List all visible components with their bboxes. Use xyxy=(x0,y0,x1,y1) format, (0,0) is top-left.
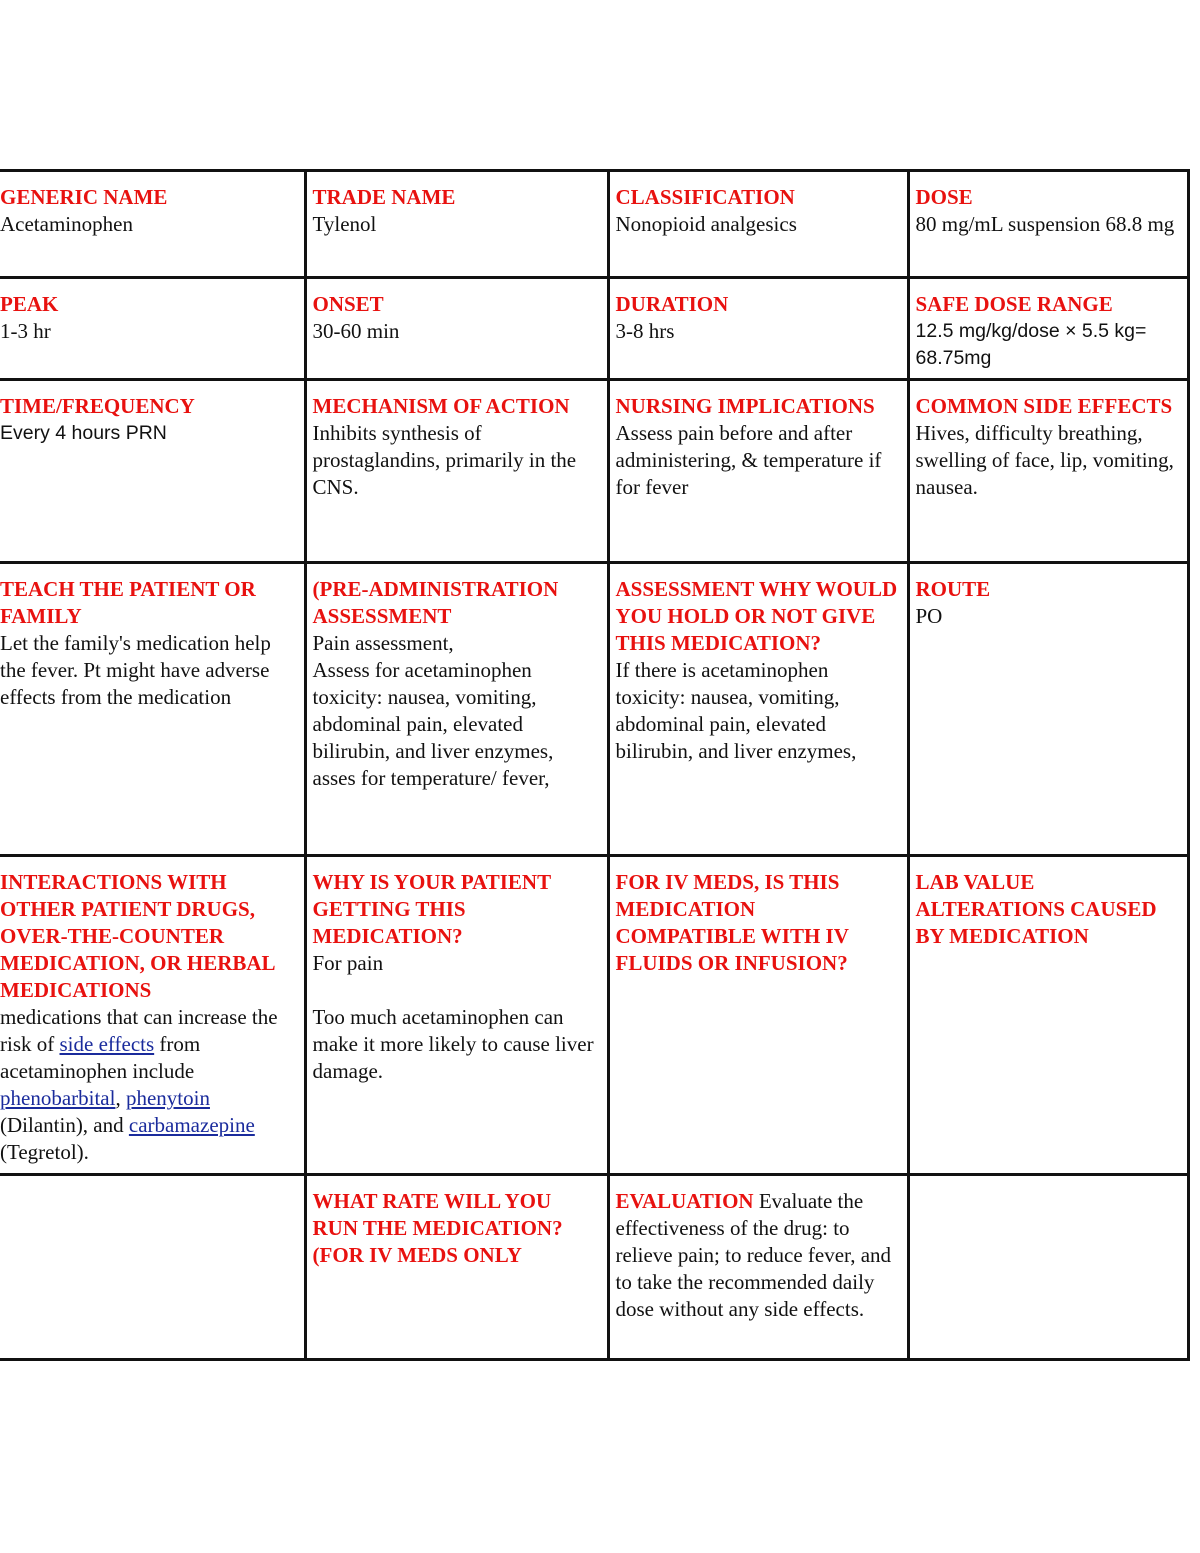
evaluation-label: EVALUATION xyxy=(615,1189,754,1213)
cell-peak xyxy=(0,278,305,380)
cell-time-frequency xyxy=(0,380,305,563)
cell-hold-assessment xyxy=(608,563,908,856)
cell-common-side-effects xyxy=(908,380,1188,563)
cell-mechanism xyxy=(305,380,608,563)
table-row xyxy=(0,563,1188,856)
phenytoin-link[interactable]: phenytoin xyxy=(125,1086,210,1110)
cell-empty xyxy=(908,1175,1188,1360)
mechanism-value: Inhibits synthesis of prostaglandins, primarily in the CNS. xyxy=(312,421,577,499)
cell-iv-compatibility xyxy=(608,856,908,1175)
side-effects-label: COMMON SIDE EFFECTS xyxy=(915,394,1173,418)
iv-compatibility-label: FOR IV MEDS, IS THIS MEDICATION COMPATIBLE WITH IV FLUIDS OR INFUSION? xyxy=(615,870,849,975)
peak-value: 1-3 hr xyxy=(0,319,51,343)
classification-label: CLASSIFICATION xyxy=(615,185,795,209)
generic-name-label: GENERIC NAME xyxy=(0,185,168,209)
table-row xyxy=(0,1175,1188,1360)
cell-trade-name xyxy=(305,171,608,278)
cell-why-getting-medication xyxy=(305,856,608,1175)
why-medication-label: WHY IS YOUR PATIENT GETTING THIS MEDICATION? xyxy=(312,870,551,948)
cell-safe-dose-range xyxy=(908,278,1188,380)
table-row xyxy=(0,380,1188,563)
generic-name-value: Acetaminophen xyxy=(0,212,133,236)
interactions-text: (Dilantin), and xyxy=(0,1113,129,1137)
hold-assessment-value: If there is acetaminophen toxicity: nausea, vomiting, abdominal pain, elevated bilirubin, and liver enzymes, xyxy=(615,658,857,763)
duration-value: 3-8 hrs xyxy=(615,319,675,343)
safe-dose-value: 12.5 mg/kg/dose × 5.5 kg= 68.75mg xyxy=(915,320,1147,369)
onset-value: 30-60 min xyxy=(312,319,400,343)
route-label: ROUTE xyxy=(915,577,991,601)
cell-evaluation xyxy=(608,1175,908,1360)
side-effects-link[interactable]: side effects xyxy=(59,1032,155,1056)
interactions-label: INTERACTIONS WITH OTHER PATIENT DRUGS, OVER-THE-COUNTER MEDICATION, OR HERBAL MEDICATIONS xyxy=(0,870,275,1002)
interactions-text: (Tegretol). xyxy=(0,1140,89,1164)
classification-value: Nonopioid analgesics xyxy=(615,212,797,236)
teach-patient-label: TEACH THE PATIENT OR FAMILY xyxy=(0,577,256,628)
table-row xyxy=(0,856,1188,1175)
iv-rate-label: WHAT RATE WILL YOU RUN THE MEDICATION? (FOR IV MEDS ONLY xyxy=(312,1189,563,1267)
cell-route xyxy=(908,563,1188,856)
hold-assessment-label: ASSESSMENT WHY WOULD YOU HOLD OR NOT GIVE THIS MEDICATION? xyxy=(615,577,898,655)
nursing-implications-value: Assess pain before and after administering, & temperature if for fever xyxy=(615,421,882,499)
cell-interactions xyxy=(0,856,305,1175)
cell-lab-value-alterations xyxy=(908,856,1188,1175)
nursing-implications-label: NURSING IMPLICATIONS xyxy=(615,394,875,418)
why-medication-value-2: Too much acetaminophen can make it more likely to cause liver damage. xyxy=(312,1005,594,1083)
pre-administration-value-1: Pain assessment, xyxy=(312,631,454,655)
phenobarbital-link[interactable]: phenobarbital xyxy=(0,1086,116,1110)
trade-name-value: Tylenol xyxy=(312,212,377,236)
evaluation-value: Evaluate the effectiveness of the drug: to relieve pain; to reduce fever, and to take the recommended daily dose without any side effects. xyxy=(615,1189,892,1321)
cell-onset xyxy=(305,278,608,380)
cell-empty xyxy=(0,1175,305,1360)
table-row xyxy=(0,278,1188,380)
cell-generic-name xyxy=(0,171,305,278)
time-frequency-value: Every 4 hours PRN xyxy=(0,422,167,444)
onset-label: ONSET xyxy=(312,292,384,316)
spacer xyxy=(313,977,601,1004)
carbamazepine-link[interactable]: carbamazepine xyxy=(128,1113,255,1137)
interactions-text: medications that can increase the risk of xyxy=(0,1005,278,1056)
time-frequency-label: TIME/FREQUENCY xyxy=(0,394,195,418)
dose-label: DOSE xyxy=(915,185,973,209)
drug-card-table xyxy=(0,169,1190,1361)
cell-pre-administration xyxy=(305,563,608,856)
trade-name-label: TRADE NAME xyxy=(312,185,456,209)
interactions-text: from acetaminophen include xyxy=(0,1032,201,1083)
cell-classification xyxy=(608,171,908,278)
dose-value: 80 mg/mL suspension 68.8 mg xyxy=(915,212,1175,236)
why-medication-value-1: For pain xyxy=(312,951,384,975)
pre-administration-label: (PRE-ADMINISTRATION ASSESSMENT xyxy=(312,577,559,628)
interactions-value xyxy=(0,1004,298,1166)
peak-label: PEAK xyxy=(0,292,59,316)
safe-dose-label: SAFE DOSE RANGE xyxy=(915,292,1113,316)
cell-iv-rate xyxy=(305,1175,608,1360)
duration-label: DURATION xyxy=(615,292,729,316)
lab-value-label: LAB VALUE ALTERATIONS CAUSED BY MEDICATION xyxy=(915,870,1157,948)
route-value: PO xyxy=(915,604,943,628)
cell-teach-patient xyxy=(0,563,305,856)
teach-patient-value: Let the family's medication help the fever. Pt might have adverse effects from the medication xyxy=(0,631,271,709)
interactions-text: , xyxy=(115,1086,126,1110)
cell-nursing-implications xyxy=(608,380,908,563)
drug-card-sheet xyxy=(0,169,1188,1361)
pre-administration-value-2: Assess for acetaminophen toxicity: nausea, vomiting, abdominal pain, elevated bilirubin, and liver enzymes, asses for temperature/ fever, xyxy=(312,658,554,790)
cell-duration xyxy=(608,278,908,380)
cell-dose xyxy=(908,171,1188,278)
side-effects-value: Hives, difficulty breathing, swelling of face, lip, vomiting, nausea. xyxy=(915,421,1174,499)
table-row xyxy=(0,171,1188,278)
mechanism-label: MECHANISM OF ACTION xyxy=(312,394,570,418)
